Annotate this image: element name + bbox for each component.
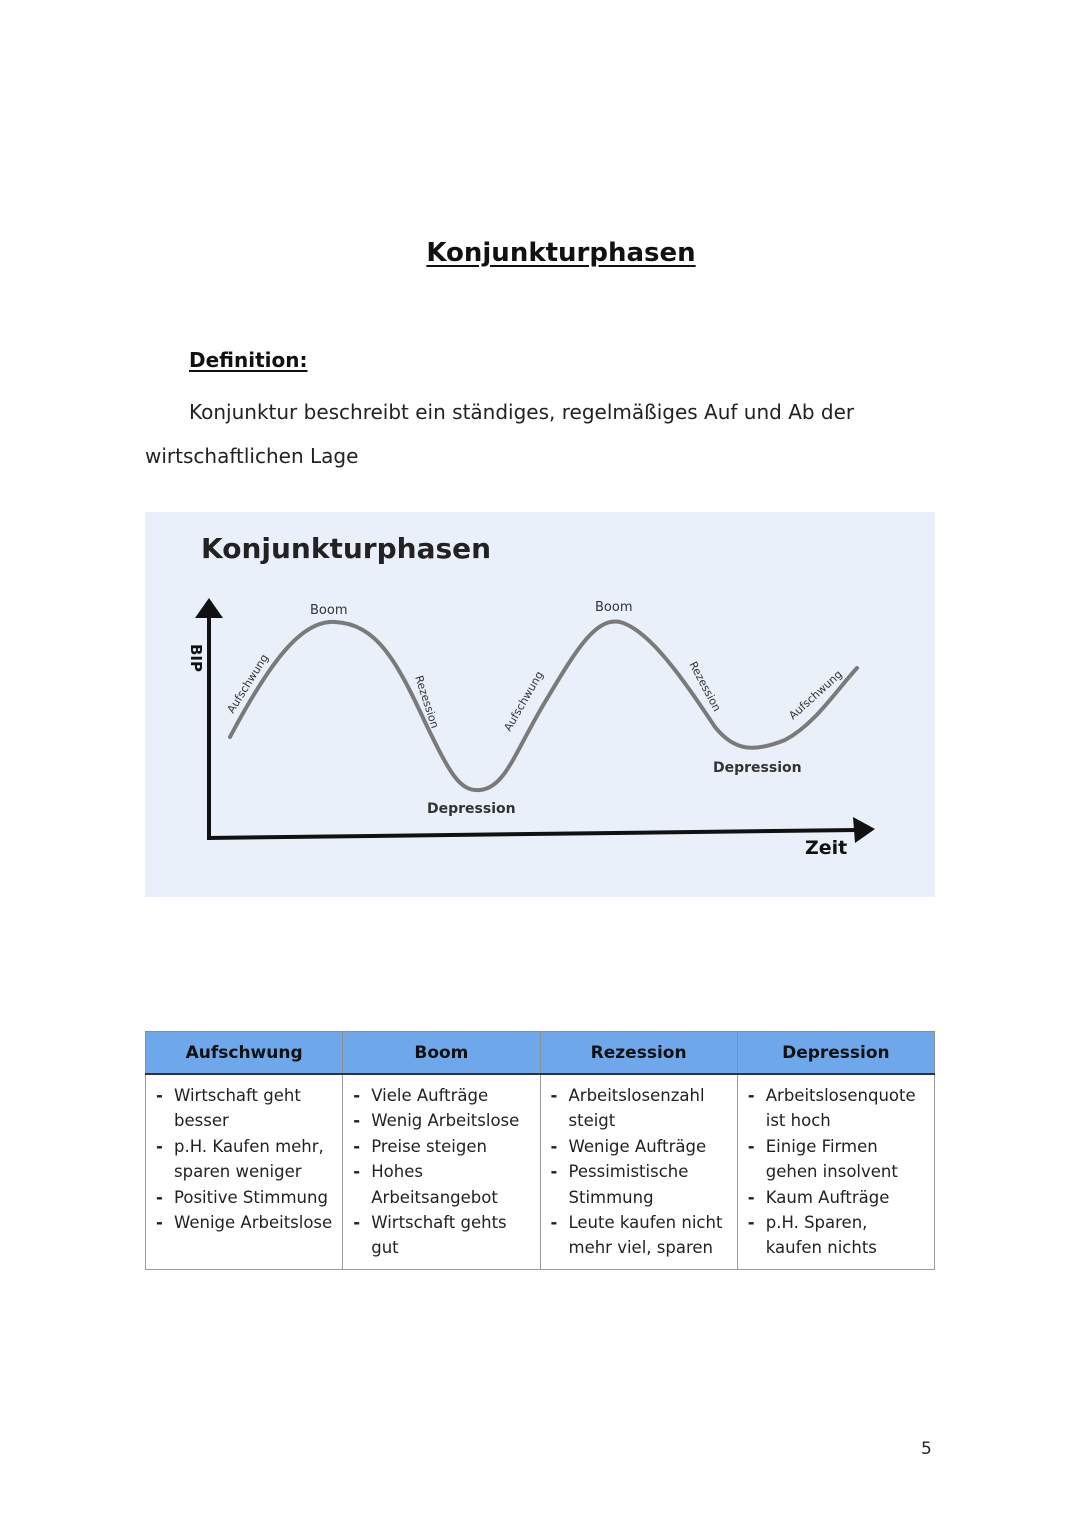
figure-title: Konjunkturphasen <box>201 532 492 565</box>
definition-heading: Definition: <box>189 348 308 372</box>
definition-text: Konjunktur beschreibt ein ständiges, regelmäßiges Auf und Ab der wirtschaftlichen Lage <box>145 400 855 468</box>
label-aufschwung-3: Aufschwung <box>786 667 845 723</box>
table-header-row <box>146 1032 935 1075</box>
page-number: 5 <box>921 1439 932 1459</box>
list-rezession <box>551 1083 729 1261</box>
list-item: - p.H. Sparen, kaufen nichts <box>748 1210 926 1261</box>
list-aufschwung <box>156 1083 334 1235</box>
x-axis <box>207 830 857 838</box>
header-aufschwung: Aufschwung <box>146 1032 343 1075</box>
list-item: - Hohes Arbeitsangebot <box>353 1159 531 1210</box>
list-boom <box>353 1083 531 1261</box>
list-item: - Leute kaufen nicht mehr viel, sparen <box>551 1210 729 1261</box>
list-item: - Kaum Aufträge <box>748 1185 926 1210</box>
y-axis-arrow-icon <box>195 598 223 618</box>
list-item: - Wenige Aufträge <box>551 1134 729 1159</box>
list-item: - Positive Stimmung <box>156 1185 334 1210</box>
label-aufschwung-1: Aufschwung <box>224 651 272 716</box>
page-title: Konjunkturphasen <box>426 238 696 268</box>
business-cycle-diagram <box>145 512 935 897</box>
business-cycle-figure <box>145 512 935 897</box>
list-item: - Wenig Arbeitslose <box>353 1108 531 1133</box>
phase-table <box>145 1031 935 1270</box>
label-rezession-2: Rezession <box>686 659 724 714</box>
list-item: - Arbeitslosenquote ist hoch <box>748 1083 926 1134</box>
list-item: - Wirtschaft gehts gut <box>353 1210 531 1261</box>
header-depression: Depression <box>737 1032 934 1075</box>
list-item: - Viele Aufträge <box>353 1083 531 1108</box>
label-boom-2: Boom <box>595 600 633 615</box>
header-rezession: Rezession <box>540 1032 737 1075</box>
list-item: - Preise steigen <box>353 1134 531 1159</box>
label-depression-2: Depression <box>713 760 802 776</box>
table-row <box>146 1074 935 1269</box>
list-item: - Wenige Arbeitslose <box>156 1210 334 1235</box>
label-aufschwung-2: Aufschwung <box>501 668 547 734</box>
list-item: - Pessimistische Stimmung <box>551 1159 729 1210</box>
x-axis-label: Zeit <box>805 837 848 859</box>
label-depression-1: Depression <box>427 801 516 817</box>
label-boom-1: Boom <box>310 603 348 618</box>
cell-rezession <box>540 1074 737 1269</box>
list-item: - Wirtschaft geht besser <box>156 1083 334 1134</box>
header-boom: Boom <box>343 1032 540 1075</box>
label-rezession-1: Rezession <box>412 673 442 730</box>
list-item: - p.H. Kaufen mehr, sparen weniger <box>156 1134 334 1185</box>
cell-boom <box>343 1074 540 1269</box>
list-item: - Arbeitslosenzahl steigt <box>551 1083 729 1134</box>
y-axis-label: BIP <box>187 644 205 673</box>
x-axis-arrow-icon <box>853 817 875 843</box>
cell-aufschwung <box>146 1074 343 1269</box>
cell-depression <box>737 1074 934 1269</box>
list-item: - Einige Firmen gehen insolvent <box>748 1134 926 1185</box>
list-depression <box>748 1083 926 1261</box>
